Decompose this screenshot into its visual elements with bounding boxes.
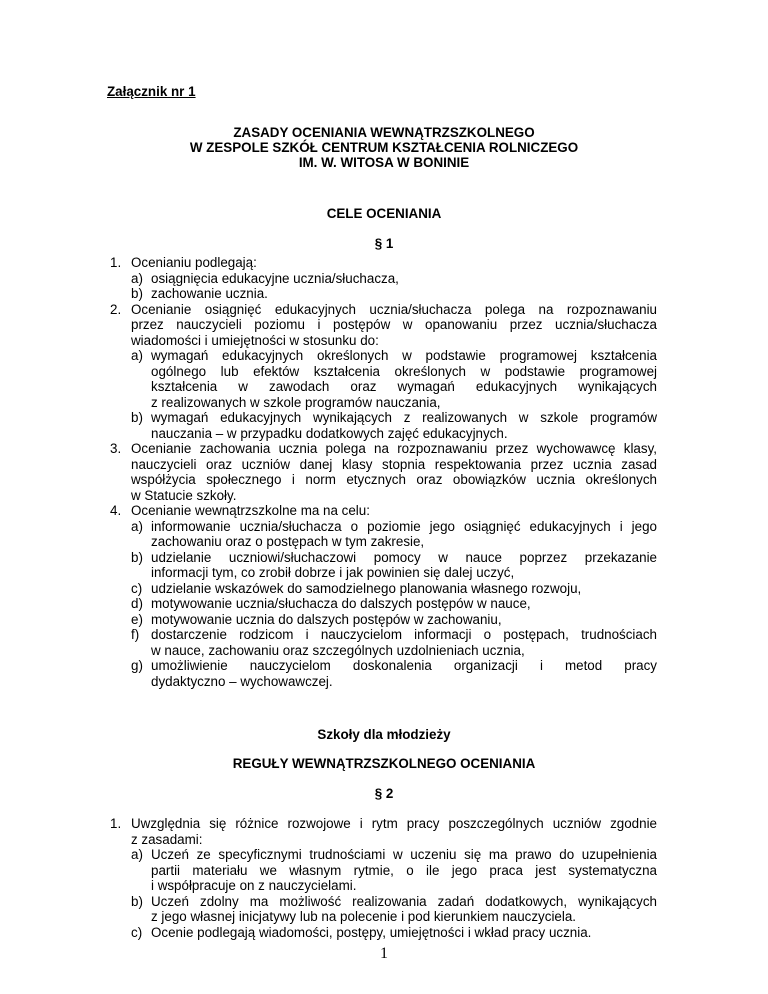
list-item-line: Ocenianie zachowania ucznia polega na rozpoznawaniu przez wychowawcę klasy, xyxy=(131,441,657,456)
sub-item-line: w nauce, zachowaniu oraz szczególnych uzdolnieniach ucznia, xyxy=(151,643,525,658)
sub-item-line: informacji tym, co zrobił dobrze i jak powinien się dalej uczyć, xyxy=(151,565,515,580)
sub-item-line: partii materiału we własnym rytmie, o ile jego praca jest systematyczna xyxy=(151,863,657,878)
sub-item-line: motywowanie ucznia/słuchacza do dalszych postępów w nauce, xyxy=(151,596,531,611)
sub-letter: b) xyxy=(131,894,143,909)
sub-item-line: nauczania – w przypadku dodatkowych zajęć edukacyjnych. xyxy=(151,426,508,441)
section1-heading: CELE OCENIANIA xyxy=(326,206,442,221)
list-number: 1. xyxy=(110,816,122,831)
sub-item-text: osiągnięcia edukacyjne ucznia/słuchacza, xyxy=(151,271,399,286)
sub-letter: a) xyxy=(131,847,143,862)
list-item-line: Ocenianie osiągnięć edukacyjnych ucznia/słuchacza polega na rozpoznawaniu xyxy=(131,302,657,317)
list-number: 4. xyxy=(110,503,122,518)
sub-letter: a) xyxy=(131,271,143,286)
sub-item-line: motywowanie ucznia do dalszych postępów w zachowaniu, xyxy=(151,612,502,627)
sub-item-line: Uczeń zdolny ma możliwość realizowania zadań dodatkowych, wynikających xyxy=(151,894,657,909)
list-number: 1. xyxy=(110,255,122,270)
sub-item-line: Uczeń ze specyficznymi trudnościami w uczeniu się ma prawo do uzupełnienia xyxy=(151,847,657,862)
sub-letter: b) xyxy=(131,550,143,565)
sub-item-line: wymagań edukacyjnych określonych w podstawie programowej kształcenia xyxy=(151,348,657,363)
sub-letter: f) xyxy=(131,627,140,642)
sub-letter: g) xyxy=(131,658,143,673)
section1-paragraph-mark: § 1 xyxy=(374,236,394,251)
list-item-line: współżycia społecznego i norm etycznych oraz obowiązków ucznia określonych xyxy=(131,472,657,487)
sub-item-line: Ocenie podlegają wiadomości, postępy, umiejętności i wkład pracy ucznia. xyxy=(151,925,592,940)
sub-letter: a) xyxy=(131,348,143,363)
list-item-line: w Statucie szkoły. xyxy=(131,488,237,503)
list-item-line: wiadomości i umiejętności w stosunku do: xyxy=(131,333,379,348)
sub-item-text: zachowanie ucznia. xyxy=(151,286,268,301)
title-line-1: ZASADY OCENIANIA WEWNĄTRZSZKOLNEGO xyxy=(233,125,535,140)
document-title xyxy=(107,125,661,170)
list-item-line: przez nauczycieli poziomu i postępów w opanowaniu przez ucznia/słuchacza xyxy=(131,317,657,332)
sub-item-line: udzielanie uczniowi/słuchaczowi pomocy w nauce poprzez przekazanie xyxy=(151,550,657,565)
sub-item-line: dostarczenie rodzicom i nauczycielom informacji o postępach, trudnościach xyxy=(151,627,657,642)
sub-item-line: ogólnego lub efektów kształcenia określonych w podstawie programowej xyxy=(151,364,657,379)
section2-heading: REGUŁY WEWNĄTRZSZKOLNEGO OCENIANIA xyxy=(232,756,536,771)
sub-item-line: wymagań edukacyjnych wynikających z realizowanych w szkole programów xyxy=(151,410,657,425)
list-item-line: Uwzględnia się różnice rozwojowe i rytm pracy poszczególnych uczniów zgodnie xyxy=(131,816,657,831)
sub-letter: b) xyxy=(131,410,143,425)
list-item-line: nauczycieli oraz uczniów danej klasy stopnia respektowania przez ucznia zasad xyxy=(131,457,657,472)
list-item-line: z zasadami: xyxy=(131,832,203,847)
list-item-text: Ocenianiu podlegają: xyxy=(131,255,257,270)
section2-paragraph-mark: § 2 xyxy=(374,786,394,801)
sub-letter: d) xyxy=(131,596,143,611)
section2-subheading: Szkoły dla młodzieży xyxy=(317,727,451,742)
sub-item-line: i współpracuje on z nauczycielami. xyxy=(151,878,357,893)
page-number: 1 xyxy=(380,945,388,962)
sub-item-line: umożliwienie nauczycielom doskonalenia organizacji i metod pracy xyxy=(151,658,657,673)
list-number: 3. xyxy=(110,441,122,456)
sub-letter: c) xyxy=(131,925,143,940)
list-item-text: Ocenianie wewnątrzszkolne ma na celu: xyxy=(131,503,370,518)
sub-item-line: z realizowanych w szkole programów nauczania, xyxy=(151,395,441,410)
title-line-3: IM. W. WITOSA W BONINIE xyxy=(298,155,470,170)
annex-label: Załącznik nr 1 xyxy=(107,84,196,99)
sub-item-line: zachowaniu oraz o postępach w tym zakresie, xyxy=(151,534,425,549)
sub-item-line: informowanie ucznia/słuchacza o poziomie jego osiągnięć edukacyjnych i jego xyxy=(151,519,657,534)
sub-item-line: dydaktyczno – wychowawczej. xyxy=(151,674,333,689)
sub-item-line: kształcenia w zawodach oraz wymagań edukacyjnych wynikających xyxy=(151,379,657,394)
list-number: 2. xyxy=(110,302,122,317)
sub-letter: b) xyxy=(131,286,143,301)
sub-letter: a) xyxy=(131,519,143,534)
sub-letter: c) xyxy=(131,581,143,596)
sub-letter: e) xyxy=(131,612,143,627)
sub-item-line: z jego własnej inicjatywy lub na polecenie i pod kierunkiem nauczyciela. xyxy=(151,909,577,924)
sub-item-line: udzielanie wskazówek do samodzielnego planowania własnego rozwoju, xyxy=(151,581,582,596)
title-line-2: W ZESPOLE SZKÓŁ CENTRUM KSZTAŁCENIA ROLNICZEGO xyxy=(189,140,579,155)
